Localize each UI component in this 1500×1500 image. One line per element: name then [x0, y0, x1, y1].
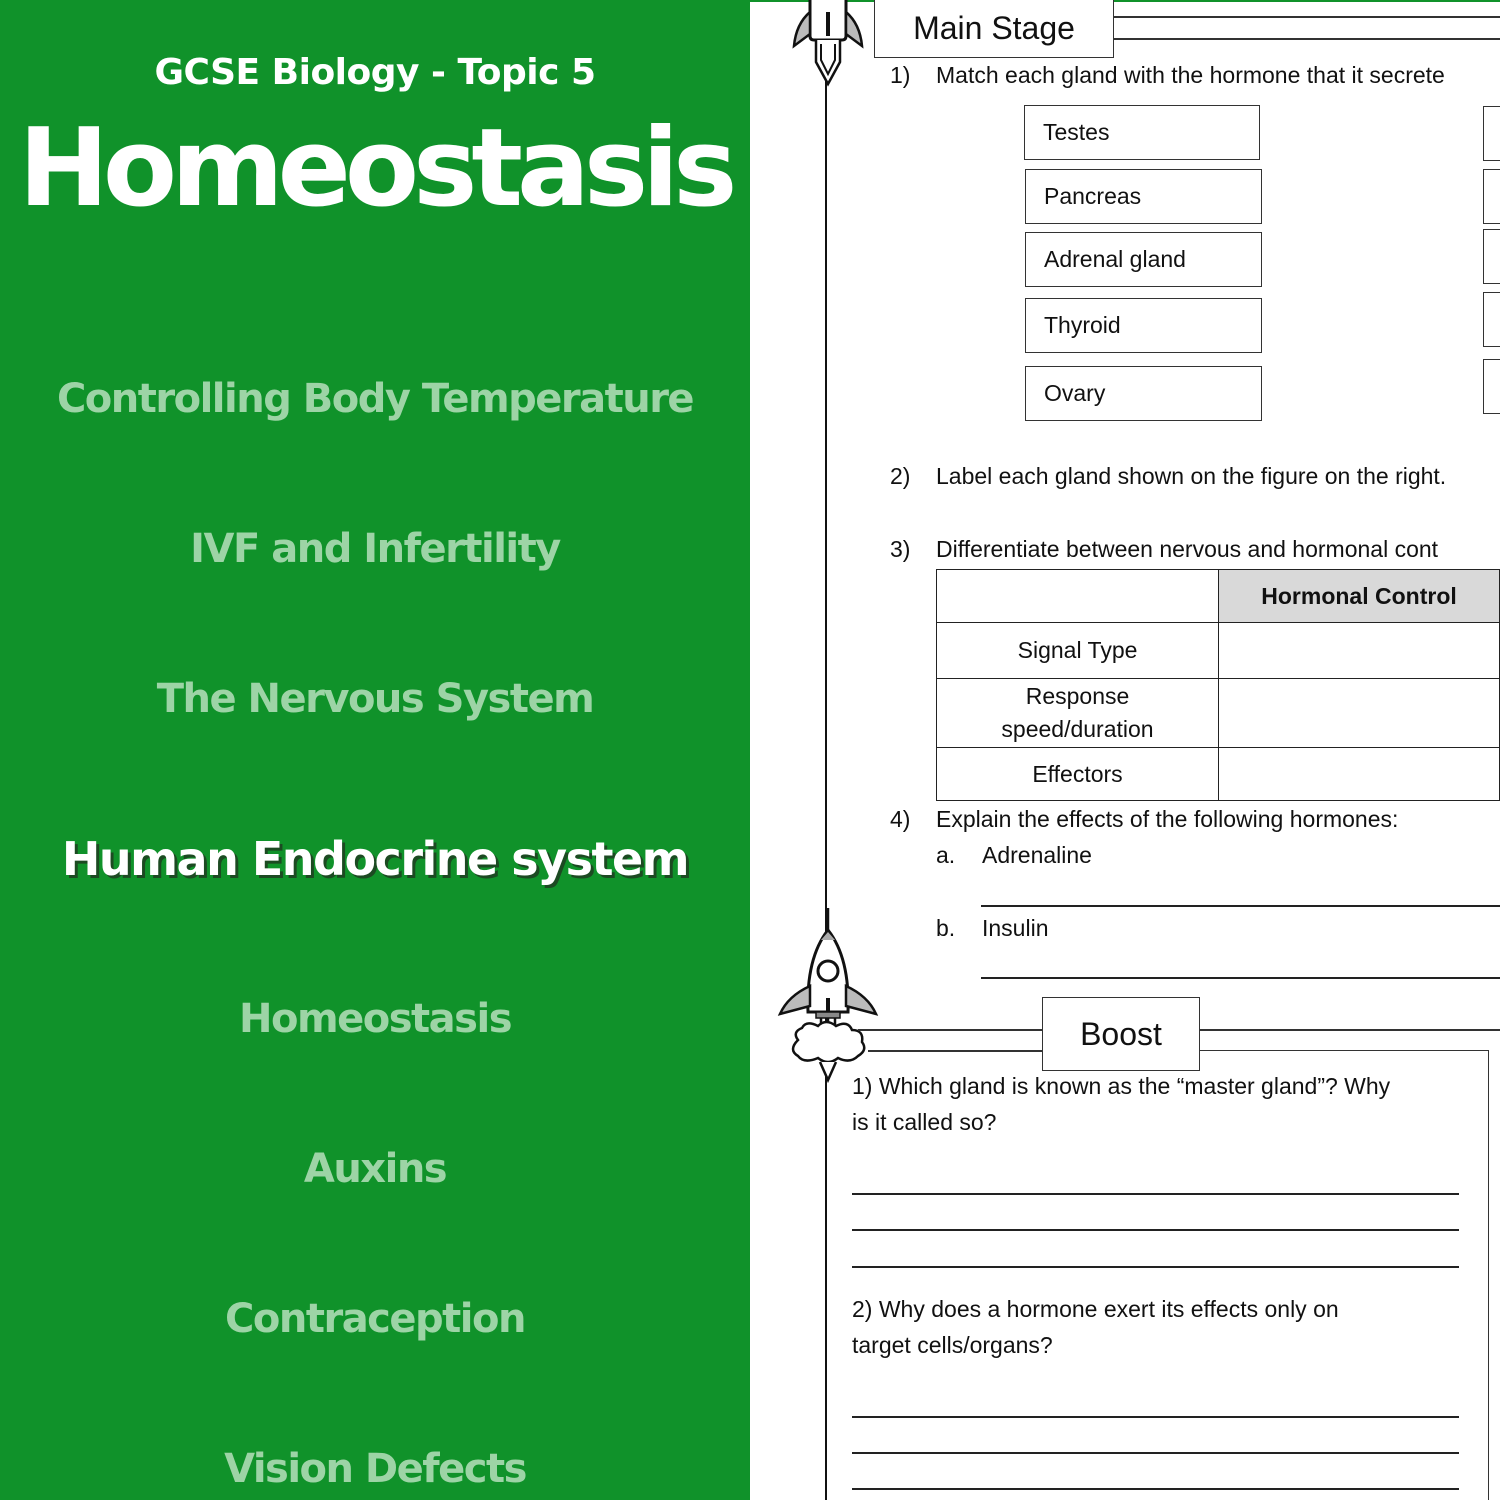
question-line: target cells/organs? [852, 1331, 1053, 1358]
subquestion-letter: b. [936, 915, 956, 941]
topic-controlling-body-temperature[interactable]: Controlling Body Temperature [56, 376, 694, 422]
topic-ivf-and-infertility[interactable]: IVF and Infertility [190, 526, 560, 572]
answer-cell[interactable] [1219, 748, 1500, 801]
subquestion-text: Insulin [982, 915, 1049, 941]
row-label [937, 679, 1219, 748]
answer-line[interactable] [981, 905, 1500, 907]
question-1 [890, 62, 1445, 89]
timeline-spine [825, 60, 827, 1500]
topic-nervous-system[interactable]: The Nervous System [156, 676, 594, 722]
subquestion-adrenaline [936, 842, 1092, 869]
gland-box-testes[interactable]: Testes [1024, 105, 1260, 160]
answer-line[interactable] [852, 1266, 1459, 1268]
header-rule [868, 1050, 1043, 1052]
question-number: 2) [890, 463, 911, 489]
topic-human-endocrine-system[interactable]: Human Endocrine system [61, 832, 689, 886]
question-text: Label each gland shown on the figure on the right. [936, 463, 1447, 489]
answer-line[interactable] [981, 977, 1500, 979]
comparison-table [936, 569, 1500, 801]
question-number: 4) [890, 806, 911, 832]
answer-cell[interactable] [1219, 623, 1500, 679]
row-label-line: Response [1025, 682, 1130, 709]
rocket-launch-icon [776, 908, 880, 1084]
worksheet-page [750, 0, 1500, 1500]
gland-box-adrenal-gland[interactable]: Adrenal gland [1025, 232, 1262, 287]
question-line: 1) Which gland is known as the “master gland”? Why [852, 1073, 1391, 1099]
main-stage-heading: Main Stage [874, 0, 1114, 58]
row-label: Effectors [937, 748, 1219, 801]
question-4 [890, 806, 1398, 833]
course-subtitle: GCSE Biology - Topic 5 [154, 52, 596, 93]
gland-box-pancreas[interactable]: Pancreas [1025, 169, 1262, 224]
question-text: Match each gland with the hormone that it secrete [936, 62, 1445, 88]
row-label-line: speed/duration [1001, 716, 1154, 742]
unit-title: Homeostasis [18, 106, 732, 231]
table-row [937, 679, 1500, 748]
answer-line[interactable] [852, 1452, 1459, 1454]
table-corner-cell [937, 570, 1219, 623]
table-header-hormonal-control: Hormonal Control [1219, 570, 1500, 623]
answer-line[interactable] [852, 1229, 1459, 1231]
subquestion-insulin [936, 915, 1048, 942]
boost-heading: Boost [1042, 997, 1200, 1071]
header-rule [1110, 16, 1500, 18]
question-2 [890, 463, 1446, 490]
gland-box-thyroid[interactable]: Thyroid [1025, 298, 1262, 353]
header-rule [858, 1029, 1043, 1031]
question-text: Differentiate between nervous and hormonal cont [936, 536, 1439, 562]
hormone-box[interactable] [1483, 292, 1500, 347]
answer-line[interactable] [852, 1416, 1459, 1418]
hormone-box[interactable] [1483, 106, 1500, 161]
header-rule [1110, 38, 1500, 40]
header-rule [1198, 1029, 1500, 1031]
topic-homeostasis[interactable]: Homeostasis [239, 996, 511, 1042]
subquestion-text: Adrenaline [982, 842, 1092, 868]
answer-line[interactable] [852, 1488, 1459, 1490]
question-3 [890, 536, 1438, 563]
table-row [937, 748, 1500, 801]
question-number: 3) [890, 536, 911, 562]
row-label: Signal Type [937, 623, 1219, 679]
rocket-icon [788, 0, 868, 90]
topic-auxins[interactable]: Auxins [303, 1146, 447, 1192]
hormone-box[interactable] [1483, 229, 1500, 284]
hormone-box[interactable] [1483, 169, 1500, 224]
boost-question-2 [852, 1292, 1462, 1363]
question-text: Explain the effects of the following hormones: [936, 806, 1399, 832]
question-line: 2) Why does a hormone exert its effects only on [852, 1296, 1339, 1322]
question-number: 1) [890, 62, 911, 88]
answer-cell[interactable] [1219, 679, 1500, 748]
gland-box-ovary[interactable]: Ovary [1025, 366, 1262, 421]
subquestion-letter: a. [936, 842, 956, 868]
topic-vision-defects[interactable]: Vision Defects [224, 1446, 526, 1492]
question-line: is it called so? [852, 1108, 997, 1135]
table-row [937, 623, 1500, 679]
answer-line[interactable] [852, 1193, 1459, 1195]
hormone-box[interactable] [1483, 359, 1500, 414]
topic-contraception[interactable]: Contraception [225, 1296, 525, 1342]
boost-question-1 [852, 1069, 1462, 1140]
